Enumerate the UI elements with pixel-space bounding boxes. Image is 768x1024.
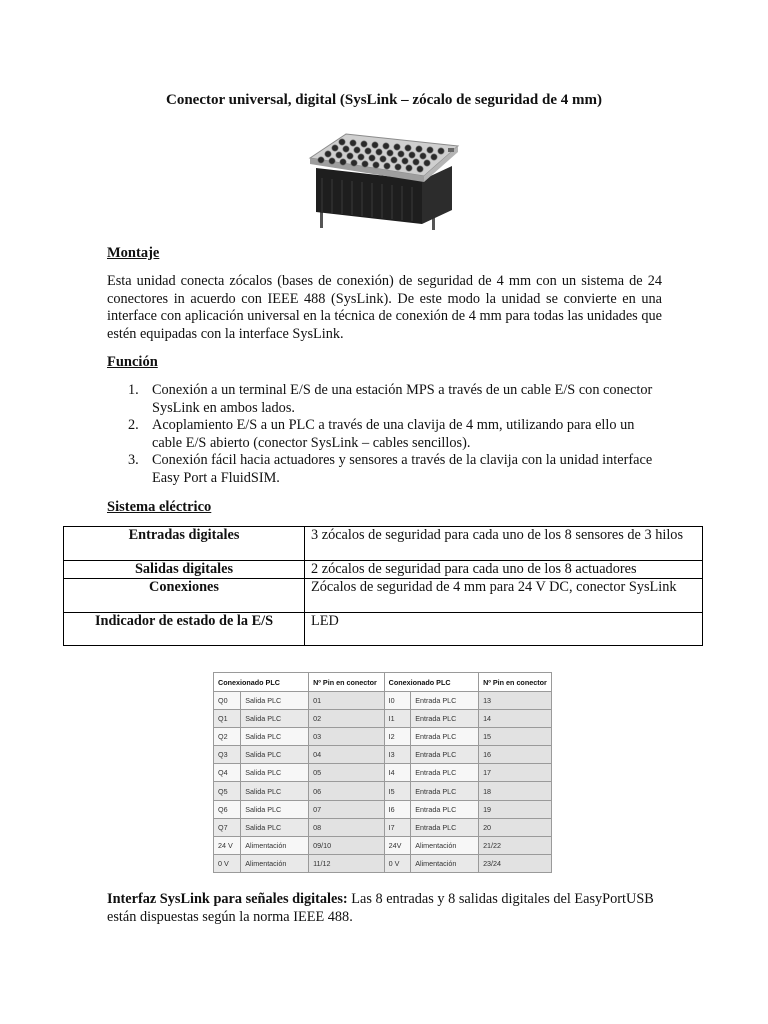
table-cell: 01: [309, 692, 385, 710]
interfaz-paragraph: [107, 891, 662, 926]
table-cell: 24 V: [214, 836, 241, 854]
header-conexionado-plc: Conexionado PLC: [384, 673, 478, 692]
spec-key: Entradas digitales: [64, 527, 305, 561]
table-cell: I3: [384, 746, 411, 764]
table-cell: 02: [309, 710, 385, 728]
table-row: [64, 527, 703, 561]
spec-key: Conexiones: [64, 579, 305, 613]
table-cell: 19: [479, 800, 552, 818]
table-cell: 14: [479, 710, 552, 728]
table-cell: 08: [309, 818, 385, 836]
table-cell: 04: [309, 746, 385, 764]
spec-value: 3 zócalos de seguridad para cada uno de los 8 sensores de 3 hilos: [305, 527, 703, 561]
table-row: [214, 782, 552, 800]
document-title: Conector universal, digital (SysLink – zócalo de seguridad de 4 mm): [166, 92, 602, 108]
table-cell: 24V: [384, 836, 411, 854]
table-cell: Salida PLC: [241, 764, 309, 782]
funcion-item: [120, 452, 662, 487]
table-cell: Entrada PLC: [411, 746, 479, 764]
funcion-list: [120, 382, 662, 487]
spec-value: 2 zócalos de seguridad para cada uno de los 8 actuadores: [305, 561, 703, 579]
table-cell: I2: [384, 728, 411, 746]
table-cell: Salida PLC: [241, 818, 309, 836]
header-pin-conector: Nº Pin en conector: [479, 673, 552, 692]
table-cell: 07: [309, 800, 385, 818]
table-cell: Q4: [214, 764, 241, 782]
table-cell: 05: [309, 764, 385, 782]
interfaz-text: Las 8 entradas y 8 salidas digitales del EasyPortUSB están dispuestas según la norma IEEE 488.: [107, 891, 654, 925]
table-row: [64, 613, 703, 646]
pin-table-body: [214, 692, 552, 873]
table-cell: 17: [479, 764, 552, 782]
item-number: 2.: [128, 417, 139, 433]
table-cell: Entrada PLC: [411, 710, 479, 728]
table-cell: Alimentación: [411, 836, 479, 854]
table-row: [214, 746, 552, 764]
table-cell: Q3: [214, 746, 241, 764]
item-text: Acoplamiento E/S a un PLC a través de una clavija de 4 mm, utilizando para ello un cable E/S abierto (conector SysLink – cables sencillos).: [152, 417, 635, 451]
table-cell: 23/24: [479, 854, 552, 872]
table-cell: I5: [384, 782, 411, 800]
table-row: [214, 710, 552, 728]
funcion-item: [120, 382, 662, 417]
table-cell: Entrada PLC: [411, 728, 479, 746]
table-cell: Q0: [214, 692, 241, 710]
table-cell: Q5: [214, 782, 241, 800]
table-cell: 0 V: [384, 854, 411, 872]
table-cell: Salida PLC: [241, 710, 309, 728]
table-cell: 09/10: [309, 836, 385, 854]
table-cell: Alimentación: [411, 854, 479, 872]
table-cell: Salida PLC: [241, 782, 309, 800]
table-row: [64, 579, 703, 613]
spec-key: Salidas digitales: [64, 561, 305, 579]
table-cell: I0: [384, 692, 411, 710]
table-cell: Entrada PLC: [411, 800, 479, 818]
spec-key: Indicador de estado de la E/S: [64, 613, 305, 646]
table-cell: Salida PLC: [241, 692, 309, 710]
table-cell: 21/22: [479, 836, 552, 854]
spec-value: LED: [305, 613, 703, 646]
syslink-connector-image: [302, 128, 462, 232]
table-cell: 20: [479, 818, 552, 836]
sistema-heading: Sistema eléctrico: [107, 499, 212, 515]
table-cell: 16: [479, 746, 552, 764]
table-cell: 13: [479, 692, 552, 710]
table-cell: Entrada PLC: [411, 692, 479, 710]
table-cell: Q2: [214, 728, 241, 746]
table-cell: Salida PLC: [241, 728, 309, 746]
header-pin-conector: Nº Pin en conector: [309, 673, 385, 692]
table-cell: I7: [384, 818, 411, 836]
table-cell: Entrada PLC: [411, 764, 479, 782]
table-cell: 18: [479, 782, 552, 800]
montaje-text: Esta unidad conecta zócalos (bases de conexión) de seguridad de 4 mm con un sistema de 24 conectores in acuerdo con IEEE 488 (SysLink). De este modo la unidad se convierte en una interface con aplicación universal en la técnica de conexión de 4 mm para todas las unidades que estén equipadas con la interface SysLink.: [107, 273, 662, 342]
table-cell: I1: [384, 710, 411, 728]
table-cell: 06: [309, 782, 385, 800]
item-text: Conexión a un terminal E/S de una estación MPS a través de un cable E/S con conector SysLink en ambos lados.: [152, 382, 653, 416]
table-cell: Salida PLC: [241, 800, 309, 818]
pin-table-header: [214, 673, 552, 692]
table-row: [214, 854, 552, 872]
table-cell: Entrada PLC: [411, 818, 479, 836]
table-row: [214, 800, 552, 818]
item-number: 1.: [128, 382, 139, 398]
table-row: [64, 561, 703, 579]
item-text: Conexión fácil hacia actuadores y sensores a través de la clavija con la unidad interface Easy Port a FluidSIM.: [152, 452, 653, 486]
table-row: [214, 692, 552, 710]
table-cell: I6: [384, 800, 411, 818]
table-row: [214, 836, 552, 854]
table-cell: 15: [479, 728, 552, 746]
table-cell: Entrada PLC: [411, 782, 479, 800]
table-cell: Salida PLC: [241, 746, 309, 764]
funcion-item: [120, 417, 662, 452]
item-number: 3.: [128, 452, 139, 468]
table-cell: 03: [309, 728, 385, 746]
table-cell: Alimentación: [241, 836, 309, 854]
table-cell: 0 V: [214, 854, 241, 872]
table-cell: Q1: [214, 710, 241, 728]
funcion-heading: Función: [107, 354, 158, 370]
table-row: [214, 764, 552, 782]
table-cell: Alimentación: [241, 854, 309, 872]
pin-assignment-table: [213, 672, 552, 873]
table-cell: Q6: [214, 800, 241, 818]
table-cell: 11/12: [309, 854, 385, 872]
table-row: [214, 728, 552, 746]
header-conexionado-plc: Conexionado PLC: [214, 673, 309, 692]
table-cell: Q7: [214, 818, 241, 836]
table-cell: I4: [384, 764, 411, 782]
table-row: [214, 818, 552, 836]
spec-value: Zócalos de seguridad de 4 mm para 24 V DC, conector SysLink: [305, 579, 703, 613]
interfaz-label: Interfaz SysLink para señales digitales:: [107, 891, 348, 907]
sistema-electrico-table: [63, 526, 703, 646]
montaje-heading: Montaje: [107, 245, 160, 261]
